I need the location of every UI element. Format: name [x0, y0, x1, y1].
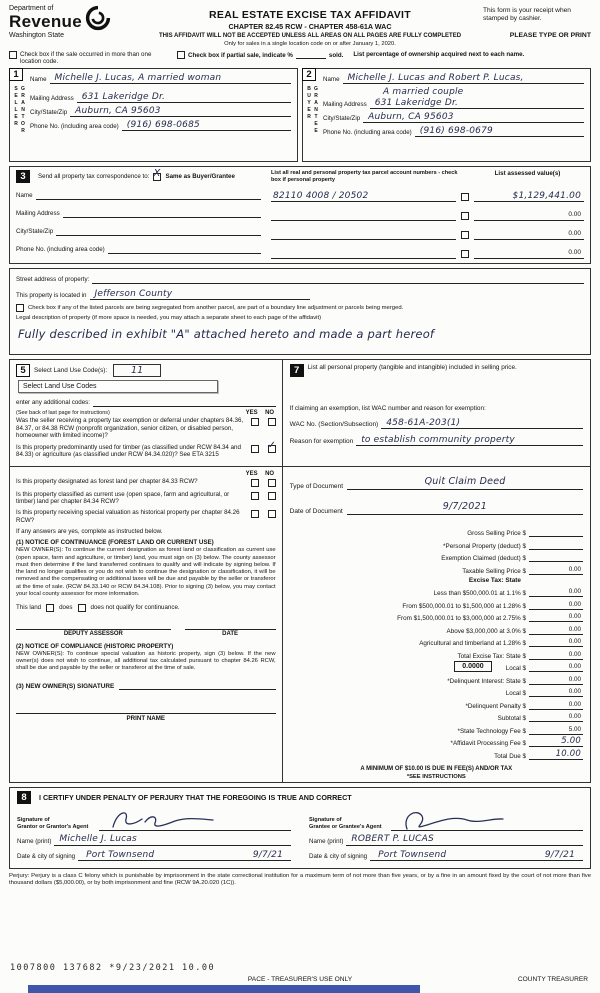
question-forest-land: Is this property designated as forest land per chapter 84.33 RCW? [16, 477, 198, 485]
seller-csz-field[interactable] [70, 106, 291, 117]
grantee-signature-label: Signature of Grantee or Grantee's Agent [309, 817, 382, 830]
buyer-grantee-side-label: BUYER GRANTEE [306, 86, 319, 135]
type-of-document-field[interactable] [347, 471, 583, 490]
grantee-date-city-label: Date & city of signing [309, 852, 368, 860]
gross-selling-price-label: Gross Selling Price $ [467, 530, 526, 538]
corr-phone-field[interactable] [108, 243, 261, 254]
q-currentuse-no-checkbox[interactable] [268, 492, 276, 500]
multi-location-checkbox[interactable] [9, 51, 17, 59]
property-description-box [9, 268, 591, 355]
buyer-name-label: Name [323, 76, 340, 83]
parcel-numbers-header: List all real and personal property tax parcel account numbers - check box if personal property [271, 170, 458, 183]
grantee-date-city-field[interactable] [370, 850, 583, 861]
grantor-city-value: Port Townsend [86, 849, 155, 860]
q-timber-no-checkbox[interactable] [267, 439, 277, 453]
seller-grantor-box [9, 68, 298, 162]
tier1-label: Less than $500,000.01 at 1.1% $ [433, 590, 526, 598]
designation-questions-column [10, 467, 283, 782]
deputy-date-label: DATE [222, 630, 239, 637]
type-of-document-label: Type of Document [289, 482, 344, 490]
personal-property-checkbox-4[interactable] [461, 250, 469, 258]
state-technology-fee-label: *State Technology Fee $ [457, 727, 526, 735]
buyer-mailing-value: 631 Lakeridge Dr. [374, 97, 459, 108]
parcel-field-1[interactable] [271, 191, 456, 202]
buyer-name-field[interactable] [343, 73, 584, 84]
q-forest-yes-checkbox[interactable] [251, 479, 259, 487]
delinquent-interest-local-label: Local $ [505, 690, 526, 698]
tier3-label: From $1,500,000.01 to $3,000,000 at 2.75% $ [397, 615, 526, 623]
yes-no-header-2: YES NO [245, 470, 275, 477]
street-address-field[interactable] [92, 273, 584, 284]
deputy-assessor-signature-line[interactable] [16, 620, 171, 630]
new-owner-signature-line[interactable] [119, 680, 275, 690]
additional-codes-label: enter any additional codes: [16, 399, 90, 407]
seller-mailing-label: Mailing Address [30, 95, 74, 102]
q-currentuse-yes-checkbox[interactable] [251, 492, 259, 500]
exemption-reason-value: to establish community property [361, 434, 515, 445]
same-as-buyer-checkbox[interactable] [153, 167, 161, 181]
section8-badge: 8 [17, 791, 31, 804]
land-does-checkbox[interactable] [46, 604, 54, 612]
seller-grantor-side-label: SELLER GRANTOR [13, 86, 26, 135]
tier2-field[interactable]: 0.00 [529, 601, 583, 610]
tier4-field[interactable]: 0.00 [529, 626, 583, 635]
multi-location-label: Check box if the sale occurred in more than one location code. [20, 51, 152, 65]
question-timber-agriculture: Is this property predominantly used for timber (as classified under RCW 84.34 and 84.33) or agriculture (as classified under RCW 84.34.020)? See ETA 3215 [16, 443, 241, 459]
q-exemption-no-checkbox[interactable] [268, 418, 276, 426]
parcel-row [271, 221, 584, 240]
document-financial-column [283, 467, 590, 782]
affidavit-processing-fee-label: *Affidavit Processing Fee $ [450, 740, 526, 748]
date-of-document-value: 9/7/2021 [442, 500, 488, 512]
grantee-name-print-field[interactable] [346, 835, 583, 846]
grantee-name-print-value: ROBERT P. LUCAS [351, 834, 434, 845]
grantor-date-city-label: Date & city of signing [17, 852, 76, 860]
wac-number-value: 458-61A-203(1) [386, 417, 461, 428]
same-as-buyer-label: Same as Buyer/Grantee [165, 173, 235, 180]
corr-name-field[interactable] [36, 189, 261, 200]
section7-personal-property [283, 360, 590, 466]
same-as-buyer-mark: X [153, 167, 161, 179]
minimum-due-note: A MINIMUM OF $10.00 IS DUE IN FEE(S) AND/OR TAX [360, 765, 513, 772]
revenue-label: Revenue [9, 12, 82, 31]
date-of-document-field[interactable] [347, 496, 583, 515]
grantee-signature-block [309, 807, 583, 864]
receipt-note: This form is your receipt when stamped by cashier. [483, 7, 571, 23]
land-does-not-checkbox[interactable] [78, 604, 86, 612]
affidavit-processing-fee-field[interactable]: 5.00 [529, 736, 583, 747]
buyer-name-value-line2: A married couple [383, 87, 464, 97]
agricultural-timberland-field[interactable]: 0.00 [529, 638, 583, 647]
total-due-field[interactable]: 10.00 [529, 749, 583, 760]
assessed-field-1[interactable] [474, 191, 584, 202]
seller-phone-field[interactable] [122, 120, 291, 131]
legal-description-label: Legal description of property (if more space is needed, you may attach a separate sheet to each page of the affidavit) [16, 315, 322, 322]
personal-property-deduct-field[interactable] [529, 541, 583, 550]
q-historic-yes-checkbox[interactable] [251, 510, 259, 518]
delinquent-interest-state-label: *Delinquent Interest: State $ [447, 677, 526, 685]
land-use-code-value: 11 [130, 365, 144, 377]
parcel-row [271, 240, 584, 259]
grantor-signature-label: Signature of Grantor or Grantor's Agent [17, 817, 89, 830]
yes-no-header-1: YES NO [245, 410, 275, 417]
delinquent-interest-local-field[interactable]: 0.00 [529, 688, 583, 697]
sections-5-7 [9, 359, 591, 466]
subtotal-label: Subtotal $ [497, 715, 526, 723]
parcel-field-4[interactable] [271, 249, 456, 259]
seller-mailing-value: 631 Lakeridge Dr. [81, 91, 166, 102]
land-use-code-label: Select Land Use Code(s): [34, 367, 108, 375]
grantee-signature-field[interactable] [391, 807, 583, 831]
continuance-heading: (1) NOTICE OF CONTINUANCE (FOREST LAND OR CURRENT USE) [16, 539, 214, 547]
compliance-heading: (2) NOTICE OF COMPLIANCE (HISTORIC PROPERTY) [16, 642, 174, 650]
type-of-document-value: Quit Claim Deed [424, 475, 506, 487]
legal-description-value: Fully described in exhibit "A" attached hereto and made a part hereof [18, 327, 435, 342]
tier2-label: From $500,000.01 to $1,500,000 at 1.28% $ [402, 602, 526, 610]
see-back-note: (See back of last page for instructions) [16, 410, 110, 417]
q-forest-no-checkbox[interactable] [268, 479, 276, 487]
delinquent-interest-state-field[interactable]: 0.00 [529, 676, 583, 685]
compliance-body: NEW OWNER(S): To continue special valuation as historic property, sign (3) below. If the new owner(s) does not wish to continue, all additional tax calculated pursuant to chapter 84.26 RCW, shall be due and payable by the seller or transferor at the time of sale. [16, 650, 276, 672]
continuance-body: NEW OWNER(S): To continue the current designation as forest land or classification as current use (open space, farm and agriculture, or timber) land, you must sign on (3) below. The county assessor must then determine if the land transferred continues to qualify and will indicate by signing below. If the land no longer qualifies or you do not wish to continue the designation or classification, it will be removed and the compensating or additional taxes will be due and payable by the seller or transferor at the time of sale. (RCW 84.33.140 or RCW 84.34.108). Prior to signing (3) below, you may contact your local county assessor for more information. [16, 547, 276, 597]
section8-certification [9, 787, 591, 869]
section5-badge: 5 [16, 364, 30, 377]
tier3-field[interactable]: 0.00 [529, 613, 583, 622]
delinquent-penalty-label: *Delinquent Penalty $ [465, 702, 526, 710]
grantor-signature-block [17, 807, 291, 864]
buyer-phone-label: Phone No. (including area code) [323, 129, 412, 136]
seller-phone-label: Phone No. (including area code) [30, 123, 119, 130]
section2-badge: 2 [302, 68, 316, 81]
buyer-mailing-label: Mailing Address [323, 101, 367, 108]
dor-logo [9, 5, 137, 39]
corr-mailing-field[interactable] [63, 207, 261, 218]
personal-property-checkbox-2[interactable] [461, 212, 469, 220]
question-current-use: Is this property classified as current use (open space, farm and agricultural, or timber) land per chapter 84.34 RCW? [16, 490, 230, 506]
parcel-field-2[interactable] [271, 211, 456, 221]
buyer-csz-value: Auburn, CA 95603 [368, 111, 454, 122]
question-exemption-deferral: Was the seller receiving a property tax exemption or deferral under chapters 84.36, 84.37, or 84.38 RCW (nonprofit organization, senior citizen, or disabled person, homeowner with limited income)? [16, 417, 244, 440]
certification-statement: I CERTIFY UNDER PENALTY OF PERJURY THAT THE FOREGOING IS TRUE AND CORRECT [39, 792, 352, 802]
bottom-blue-bar [28, 985, 420, 993]
located-in-label: This property is located in [16, 292, 87, 300]
ownership-percentage-note: List percentage of ownership acquired next to each name. [353, 51, 525, 58]
perjury-notice: Perjury: Perjury is a class C felony which is punishable by imprisonment in the state correctional institution for a maximum term of not more than five years, or by a fine in an amount fixed by the court of not more than five thousand dollars ($5,000.00), or by both imprisonment and fine (RCW 9A.20.020 (1C)). [9, 872, 591, 886]
partial-sale-checkbox[interactable] [177, 51, 185, 59]
print-name-line[interactable] [16, 700, 276, 714]
personal-property-blank-area[interactable] [290, 377, 583, 401]
assessed-field-3[interactable]: 0.00 [474, 230, 584, 240]
total-excise-state-label: Total Excise Tax: State $ [457, 652, 526, 660]
personal-property-checkbox-3[interactable] [461, 231, 469, 239]
additional-codes-field[interactable] [93, 396, 276, 407]
buyer-mailing-field[interactable] [370, 98, 584, 109]
assessed-values-header: List assessed value(s) [494, 170, 561, 177]
local-tax-label: Local $ [505, 665, 526, 673]
middle-two-column [9, 466, 591, 783]
state-technology-fee-field[interactable]: 5.00 [529, 726, 583, 735]
grantee-date-value: 9/7/21 [544, 849, 575, 860]
this-land-label: This land [16, 604, 42, 612]
segregated-label: Check box if any of the listed parcels are being segregated from another parcel, are part of a boundary line adjustment or parcels being merged. [28, 305, 404, 312]
corr-csz-label: City/State/Zip [16, 228, 54, 235]
seller-name-field[interactable] [50, 73, 291, 84]
personal-property-deduct-label: *Personal Property (deduct) $ [443, 542, 526, 550]
deputy-assessor-label: DEPUTY ASSESSOR [63, 630, 123, 637]
see-instructions-note: *SEE INSTRUCTIONS [406, 773, 466, 780]
total-excise-state-field[interactable]: 0.00 [529, 651, 583, 660]
assessed-field-2[interactable]: 0.00 [474, 211, 584, 221]
q-timber-no-mark: ✓ [267, 439, 277, 451]
parcel-field-3[interactable] [271, 230, 456, 240]
question-historic-property: Is this property receiving special valuation as historical property per chapter 84.26 RCW? [16, 509, 240, 524]
exemption-claimed-field[interactable] [529, 553, 583, 562]
if-yes-note: If any answers are yes, complete as instructed below. [16, 528, 163, 536]
wac-number-field[interactable] [381, 418, 583, 429]
tier4-label: Above $3,000,000 at 3.0% $ [446, 627, 526, 635]
land-use-code-field[interactable] [113, 364, 161, 377]
assessed-value-1: $1,129,441.00 [512, 191, 581, 202]
seller-name-label: Name [30, 76, 47, 83]
form-header [9, 5, 591, 47]
local-tax-field[interactable]: 0.00 [529, 663, 583, 672]
buyer-csz-label: City/State/Zip [323, 115, 361, 122]
tier1-field[interactable]: 0.00 [529, 588, 583, 597]
date-of-document-label: Date of Document [289, 507, 343, 515]
q-exemption-yes-checkbox[interactable] [251, 418, 259, 426]
form-subtitle: CHAPTER 82.45 RCW - CHAPTER 458-61A WAC [228, 22, 392, 31]
please-type-or-print: PLEASE TYPE OR PRINT [509, 32, 591, 40]
assessed-field-4[interactable]: 0.00 [474, 249, 584, 259]
revenue-swirl-icon [85, 5, 111, 36]
buyer-csz-field[interactable] [363, 112, 584, 123]
new-owner-signature-heading: (3) NEW OWNER(S) SIGNATURE [16, 682, 115, 690]
sold-label: sold. [328, 52, 344, 59]
buyer-grantee-box [302, 68, 591, 162]
q-historic-no-checkbox[interactable] [268, 510, 276, 518]
exemption-claimed-label: Exemption Claimed (deduct) $ [441, 555, 526, 563]
parcel-row [271, 202, 584, 221]
street-address-label: Street address of property: [16, 276, 90, 284]
exemption-reason-field[interactable] [356, 435, 583, 446]
section7-badge: 7 [290, 364, 304, 377]
top-options-bar [9, 51, 591, 65]
grantor-name-print-value: Michelle J. Lucas [59, 834, 137, 845]
partial-sale-percent-field[interactable] [296, 51, 326, 59]
section5-land-use [10, 360, 283, 466]
seller-csz-label: City/State/Zip [30, 109, 68, 116]
form-title: REAL ESTATE EXCISE TAX AFFIDAVIT [209, 9, 411, 21]
section1-badge: 1 [9, 68, 23, 81]
cashier-stamp: 1007800 137682 *9/23/2021 10.00 [10, 963, 216, 973]
parcel-value-1: 82110 4008 / 20502 [273, 191, 369, 202]
grantor-signature-scribble [105, 807, 235, 833]
washington-state-label: Washington State [9, 32, 64, 39]
grantor-name-print-label: Name (print) [17, 837, 52, 845]
taxable-selling-price-label: Taxable Selling Price $ [462, 567, 526, 575]
delinquent-penalty-field[interactable]: 0.00 [529, 701, 583, 710]
seller-mailing-field[interactable] [77, 92, 291, 103]
corr-mailing-label: Mailing Address [16, 210, 60, 217]
taxable-selling-price-field[interactable]: 0.00 [529, 566, 583, 575]
buyer-phone-value: (916) 698-0679 [419, 125, 493, 136]
buyer-phone-field[interactable] [415, 126, 584, 137]
corr-csz-field[interactable] [56, 225, 261, 236]
gross-selling-price-field[interactable] [529, 528, 583, 537]
exemption-intro: If claiming an exemption, list WAC number and reason for exemption: [289, 405, 486, 413]
exemption-reason-label: Reason for exemption [289, 438, 354, 446]
segregated-checkbox[interactable] [16, 304, 24, 312]
subtotal-field[interactable]: 0.00 [529, 713, 583, 722]
wac-number-label: WAC No. (Section/Subsection) [289, 421, 379, 429]
total-due-label: Total Due $ [494, 752, 526, 760]
grantor-signature-field[interactable] [99, 807, 291, 831]
grantee-signature-scribble [397, 807, 527, 833]
agricultural-timberland-label: Agricultural and timberland at 1.28% $ [419, 640, 526, 648]
buyer-name-value: Michelle J. Lucas and Robert P. Lucas, [347, 72, 524, 83]
partial-sale-label: Check box if partial sale, indicate % [188, 52, 293, 59]
grantor-name-print-field[interactable] [54, 835, 291, 846]
seller-csz-value: Auburn, CA 95603 [75, 105, 161, 116]
land-use-codes-select[interactable]: Select Land Use Codes [18, 380, 218, 393]
grantee-city-value: Port Townsend [378, 849, 447, 860]
county-treasurer-label: COUNTY TREASURER [517, 976, 588, 983]
seller-phone-value: (916) 698-0685 [126, 119, 200, 130]
form-warning: THIS AFFIDAVIT WILL NOT BE ACCEPTED UNLESS ALL AREAS ON ALL PAGES ARE FULLY COMPLETED [158, 33, 462, 39]
excise-tax-state-header: Excise Tax: State [468, 576, 521, 584]
section3-badge: 3 [16, 170, 30, 183]
personal-property-label: List all personal property (tangible and intangible) included in selling price. [307, 364, 517, 372]
grantee-name-print-label: Name (print) [309, 837, 344, 845]
send-correspondence-label: Send all property tax correspondence to: [38, 173, 150, 180]
parcel-row [271, 183, 584, 202]
dept-of-label: Department of [9, 5, 54, 12]
deputy-date-line[interactable] [185, 620, 276, 630]
grantor-date-value: 9/7/21 [252, 849, 283, 860]
personal-property-checkbox-1[interactable] [461, 193, 469, 201]
excise-tax-calculation [290, 525, 583, 780]
seller-name-value: Michelle J. Lucas, A married woman [54, 72, 222, 83]
grantor-date-city-field[interactable] [78, 850, 291, 861]
located-in-field[interactable] [90, 289, 310, 300]
does-not-label: does not qualify for continuance. [90, 604, 180, 612]
corr-phone-label: Phone No. (including area code) [16, 246, 105, 253]
print-name-label: PRINT NAME [126, 714, 166, 722]
local-rate-box[interactable]: 0.0000 [454, 661, 491, 672]
section3-tax-correspondence [9, 166, 591, 264]
corr-name-label: Name [16, 192, 33, 199]
single-location-note: Only for sales in a single location code on or after January 1, 2020. [224, 41, 396, 47]
does-label: does [59, 604, 73, 612]
located-in-value: Jefferson County [94, 288, 173, 299]
q-timber-yes-checkbox[interactable] [251, 445, 259, 453]
treasurer-use-only-label: PACE - TREASURER'S USE ONLY [247, 976, 353, 983]
